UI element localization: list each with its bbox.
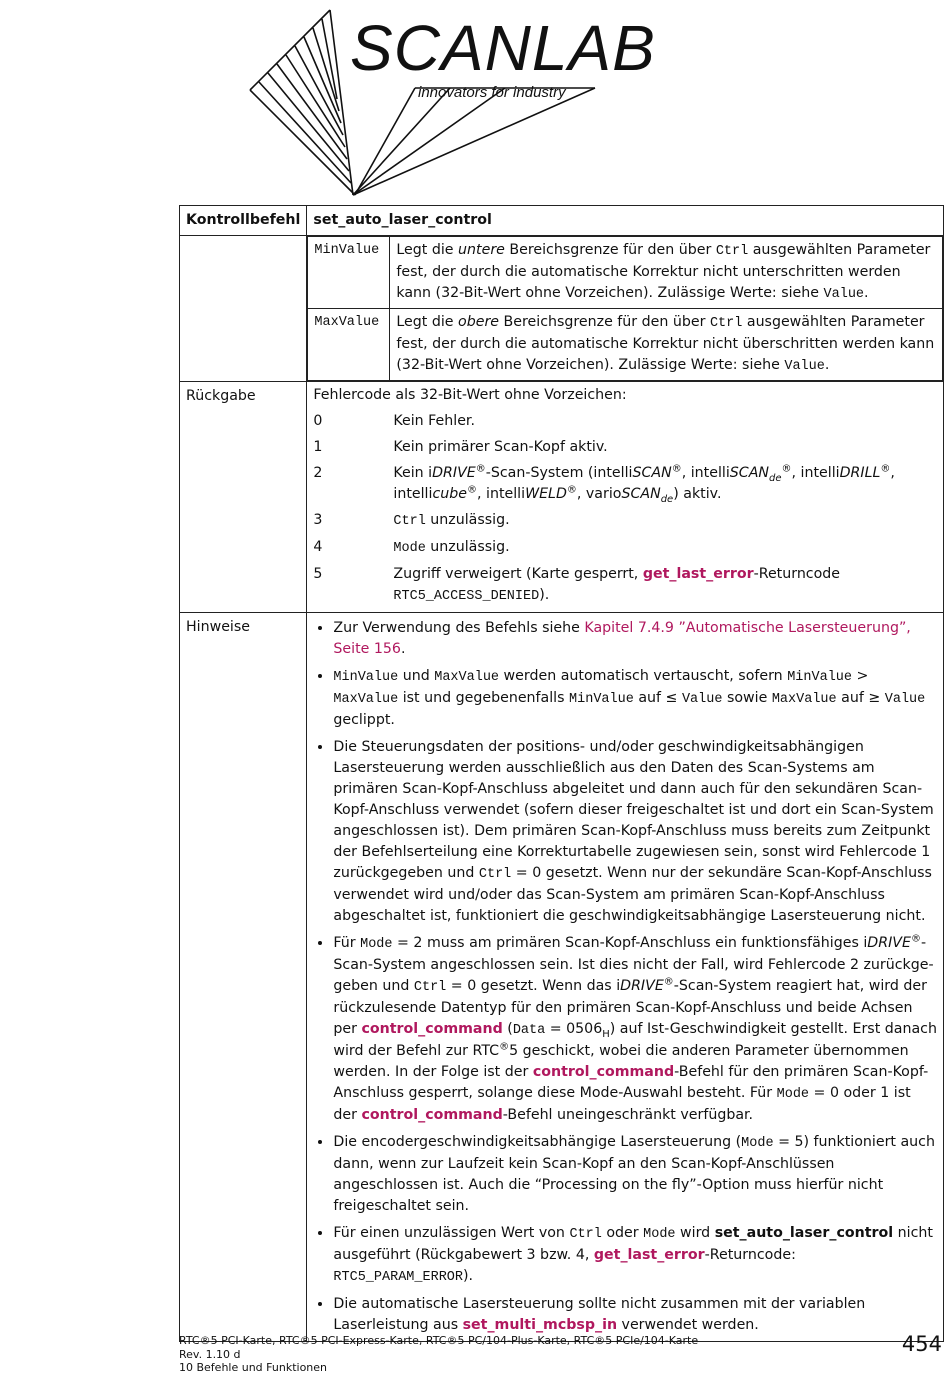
command-header-row — [180, 206, 944, 236]
chapter-link[interactable]: Kapitel 7.4.9 ”Automatische Lasersteuerung”, Seite 156 — [333, 620, 911, 657]
return-code-0: 0 Kein Fehler. — [313, 413, 475, 429]
note-item: • Die automatische Lasersteuerung sollte nicht zusammen mit der variablen Laserleistung aus set_multi_mcbsp_in verwendet werden. — [333, 1294, 937, 1336]
header-label: Kontrollbefehl — [180, 206, 307, 236]
notes-list — [313, 618, 937, 1336]
get-last-error-link[interactable]: get_last_error — [642, 566, 754, 582]
note-item: • Die Steuerungsdaten der positions- und/oder geschwindigkeitsabhängigen Lasersteuerung werden ausschließlich aus den Daten des Scan-Systems am primären Scan-Kopf-Anschluss abgeleitet und dann auch für den sekundären Scan-Kopf-Anschluss verwendet (sofern dieser freigeschaltet ist und dort ein Scan-System angeschlossen ist). Dem primären Scan-Kopf-Anschluss muss bereits zum Zeitpunkt der Befehlserteilung eine Korrekturtabelle zugewiesen sein, sonst wird Fehlercode 1 zurückgegeben und Ctrl = 0 gesetzt. Wenn nur der sekundäre Scan-Kopf-Anschluss verwendet wird und/oder das Scan-System am primären Scan-Kopf-Anschluss abgeschaltet ist, funktioniert die geschwindigkeitsabhängige Lasersteuerung nicht. — [333, 737, 937, 927]
note-item: • Zur Verwendung des Befehls siehe Kapitel 7.4.9 ”Automatische Lasersteuerung”, Seite 156. — [333, 618, 937, 660]
return-code-4: 4 Mode unzulässig. — [313, 539, 510, 556]
command-table — [179, 205, 944, 1342]
return-code-1: 1 Kein primärer Scan-Kopf aktiv. — [313, 439, 608, 455]
param-row-minvalue — [308, 237, 943, 309]
return-label: Rückgabe — [180, 382, 307, 613]
page-number: 454 — [901, 1332, 942, 1356]
note-item: • Für Mode = 2 muss am primären Scan-Kopf-Anschluss ein funktionsfähiges iDRIVE®-Scan-System angeschlossen sein. Ist dies nicht der Fall, wird Fehlercode 2 zurückgegeben und Ctrl = 0 gesetzt. Wenn das iDRIVE®-Scan-System reagiert hat, wird der rückzulesende Datentyp für den primären Scan-Kopf-Anschluss und beide Achsen per control_command (Data = $0506_H$) auf Ist-Geschwindigkeit gestellt. Erst danach wird der Befehl zur RTC®5 geschickt, wobei die anderen Parameter übernommen werden. In der Folge ist der control_command-Befehl für den primären Scan-Kopf-Anschluss gesperrt, solange diese Mode-Auswahl besteht. Für Mode = 0 oder 1 ist der control_command-Befehl uneingeschränkt verfügbar. — [333, 933, 937, 1126]
note-item: • Die encodergeschwindigkeitsabhängige Lasersteuerung (Mode = 5) funktioniert auch dann, wenn zur Laufzeit kein Scan-Kopf an den Scan-Kopf-Anschlüssen angeschlossen ist. Auch die “Processing on the fly”-Option muss hierfür nicht freigeschaltet sein. — [333, 1132, 937, 1217]
param-name: MaxValue — [308, 309, 390, 381]
return-code-5: 5 Zugriff verweigert (Karte gesperrt, get_last_error-Returncode RTC5_ACCESS_DENIED). — [313, 566, 841, 604]
return-row — [180, 382, 944, 613]
notes-row — [180, 613, 944, 1342]
param-row-maxvalue — [308, 309, 943, 381]
note-item: • MinValue und MaxValue werden automatisch vertauscht, sofern MinValue > MaxValue ist und gegebenenfalls MinValue auf ≤ Value sowie MaxValue auf ≥ Value geclippt. — [333, 666, 937, 731]
param-name: MinValue — [308, 237, 390, 309]
note-item: • Für einen unzulässigen Wert von Ctrl oder Mode wird set_auto_laser_control nicht ausgeführt (Rückgabewert 3 bzw. 4, get_last_error-Returncode: RTC5_PARAM_ERROR). — [333, 1223, 937, 1288]
param-table — [307, 236, 943, 381]
logo-wordmark: SCANLAB — [350, 12, 656, 84]
notes-label: Hinweise — [180, 613, 307, 1342]
footer-products: RTC®5 PCI-Karte, RTC®5 PCI-Express-Karte, RTC®5 PC/104-Plus-Karte, RTC®5 PCIe/104-Karte — [179, 1334, 699, 1347]
param-description: Legt die obere Bereichsgrenze für den über Ctrl ausgewählten Parameter fest, der durch die automatische Korrektur nicht überschritten werden kann (32-Bit-Wert ohne Vorzeichen). Zulässige Werte: siehe Value. — [390, 309, 943, 381]
header-command: set_auto_laser_control — [313, 212, 492, 228]
control-command-link[interactable]: control_command — [361, 1107, 503, 1123]
logo-tagline: innovators for industry — [418, 84, 566, 101]
params-row — [180, 236, 944, 382]
return-intro: Fehlercode als 32-Bit-Wert ohne Vorzeichen: — [313, 387, 627, 403]
get-last-error-link[interactable]: get_last_error — [593, 1247, 705, 1263]
control-command-link[interactable]: control_command — [361, 1021, 503, 1037]
footer-revision: Rev. 1.10 d — [179, 1347, 241, 1361]
footer-chapter: 10 Befehle und Funktionen — [179, 1361, 328, 1374]
set-multi-mcbsp-in-link[interactable]: set_multi_mcbsp_in — [462, 1317, 618, 1333]
return-code-3: 3 Ctrl unzulässig. — [313, 512, 510, 529]
page-footer — [179, 1334, 698, 1375]
control-command-link[interactable]: control_command — [532, 1064, 675, 1080]
return-code-2: 2 Kein iDRIVE®-Scan-System (intelliSCAN®, intelliSCAN$_{de}$®, intelliDRILL®, intellicube®, intelliWELD®, varioSCAN$_{de}$) aktiv. — [313, 463, 895, 505]
param-description: Legt die untere Bereichsgrenze für den über Ctrl ausgewählten Parameter fest, der durch die automatische Korrektur nicht unterschritten werden kann (32-Bit-Wert ohne Vorzeichen). Zulässige Werte: siehe Value. — [390, 237, 943, 309]
